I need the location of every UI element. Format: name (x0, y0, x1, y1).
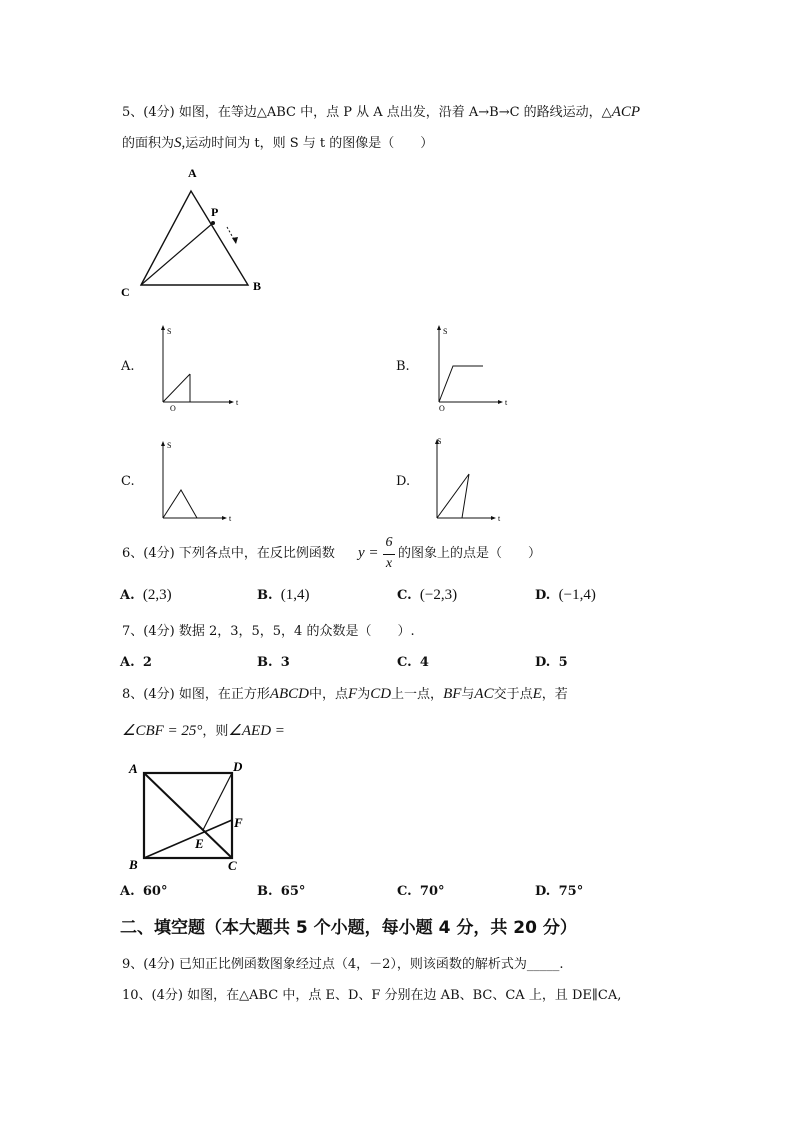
q6-y-eq: y = (358, 545, 379, 561)
q5-line2-a: 的面积为 (122, 136, 175, 151)
q6-option-c: C. (−2,3) (397, 587, 458, 603)
label-p: P (211, 205, 219, 219)
q5-option-a-label: A. (121, 359, 135, 374)
q5-line1 (122, 103, 640, 122)
q5-graph-a (150, 322, 250, 417)
q9-text: 9、(4分) 已知正比例函数图象经过点（4，－2），则该函数的解析式为_____. (122, 957, 564, 972)
label-b: B (253, 279, 262, 293)
q6-numerator: 6 (385, 535, 393, 550)
axis-t-a: t (236, 398, 239, 407)
q6-option-d: D. (−1,4) (535, 587, 596, 603)
q6-option-a: A. (2,3) (120, 587, 172, 603)
graph-c-curve (163, 490, 197, 518)
sq-label-c: C (228, 858, 237, 873)
q6-fraction-bar (383, 554, 395, 555)
q5-graph-b (426, 322, 526, 417)
label-c: C (121, 285, 130, 299)
axis-t-c: t (229, 514, 232, 523)
q5-s-var: S, (174, 135, 186, 151)
sq-label-a: A (129, 761, 138, 776)
graph-b-curve (439, 366, 483, 402)
q8-line1: 8、(4分) 如图，在正方形ABCD中，点F为CD上一点，BF与AC交于点E，若 (122, 686, 568, 702)
q8-option-b: B. 65° (257, 884, 306, 899)
q8-option-c: C. 70° (397, 884, 445, 899)
q8-option-d: D. 75° (535, 884, 584, 899)
q5-option-b-label: B. (396, 359, 410, 374)
section-2-heading: 二、填空题（本大题共 5 个小题，每小题 4 分，共 20 分） (120, 918, 577, 938)
q5-option-d-label: D. (396, 474, 411, 489)
graph-d-curve (437, 474, 469, 518)
q5-line2 (122, 134, 433, 153)
sq-label-f: F (234, 815, 243, 830)
q10-text: 10、(4分) 如图，在△ABC 中，点 E、D、F 分别在边 AB、BC、CA 上，且 DE∥CA, (122, 988, 622, 1003)
axis-t-d: t (498, 514, 501, 523)
axis-t-b: t (505, 398, 508, 407)
axis-s-b: S (443, 327, 448, 336)
q7-option-b: B. 3 (257, 655, 290, 670)
q5-acp: ACP (611, 104, 641, 120)
sq-label-e: E (195, 836, 204, 851)
q8-square-figure (126, 757, 256, 877)
q7-option-c: C. 4 (397, 655, 429, 670)
point-p (211, 221, 215, 225)
axis-o-b: O (439, 404, 445, 413)
q6-denominator: x (385, 556, 393, 571)
sq-label-d: D (233, 759, 243, 774)
axis-s-a: S (167, 327, 172, 336)
q6-option-b: B. (1,4) (257, 587, 310, 603)
q5-prefix: 5、(4分) 如图，在等边△ABC 中，点 P 从 A 点出发，沿着 A→B→C 的路线运动，△ (122, 105, 612, 120)
q5-option-c-label: C. (121, 474, 135, 489)
q8-line2: ∠CBF = 25°，则∠AED = (122, 723, 285, 739)
diagonal-ac (144, 773, 232, 858)
q5-graph-d (424, 438, 524, 530)
axis-s-c: S (167, 441, 172, 450)
axis-s-d: S (437, 437, 442, 446)
q5-line2-b: 运动时间为 t，则 S 与 t 的图像是（ ） (185, 136, 434, 151)
sq-label-b: B (129, 857, 138, 872)
label-a: A (188, 166, 197, 180)
motion-arrow-head (232, 237, 238, 244)
q7-text: 7、(4分) 数据 2，3，5，5，4 的众数是（ ）. (122, 624, 415, 639)
q5-graph-c (150, 438, 250, 530)
q7-option-d: D. 5 (535, 655, 568, 670)
q6-line-b: 的图象上的点是（ ） (398, 546, 542, 561)
q5-triangle-figure (115, 165, 275, 305)
q6-line-a: 6、(4分) 下列各点中，在反比例函数 (122, 546, 335, 561)
q7-option-a: A. 2 (120, 655, 152, 670)
graph-a-rise (163, 374, 190, 402)
q8-option-a: A. 60° (120, 884, 168, 899)
segment-bf (144, 820, 232, 858)
axis-o-a: O (170, 404, 176, 413)
segment-cp (141, 223, 213, 285)
